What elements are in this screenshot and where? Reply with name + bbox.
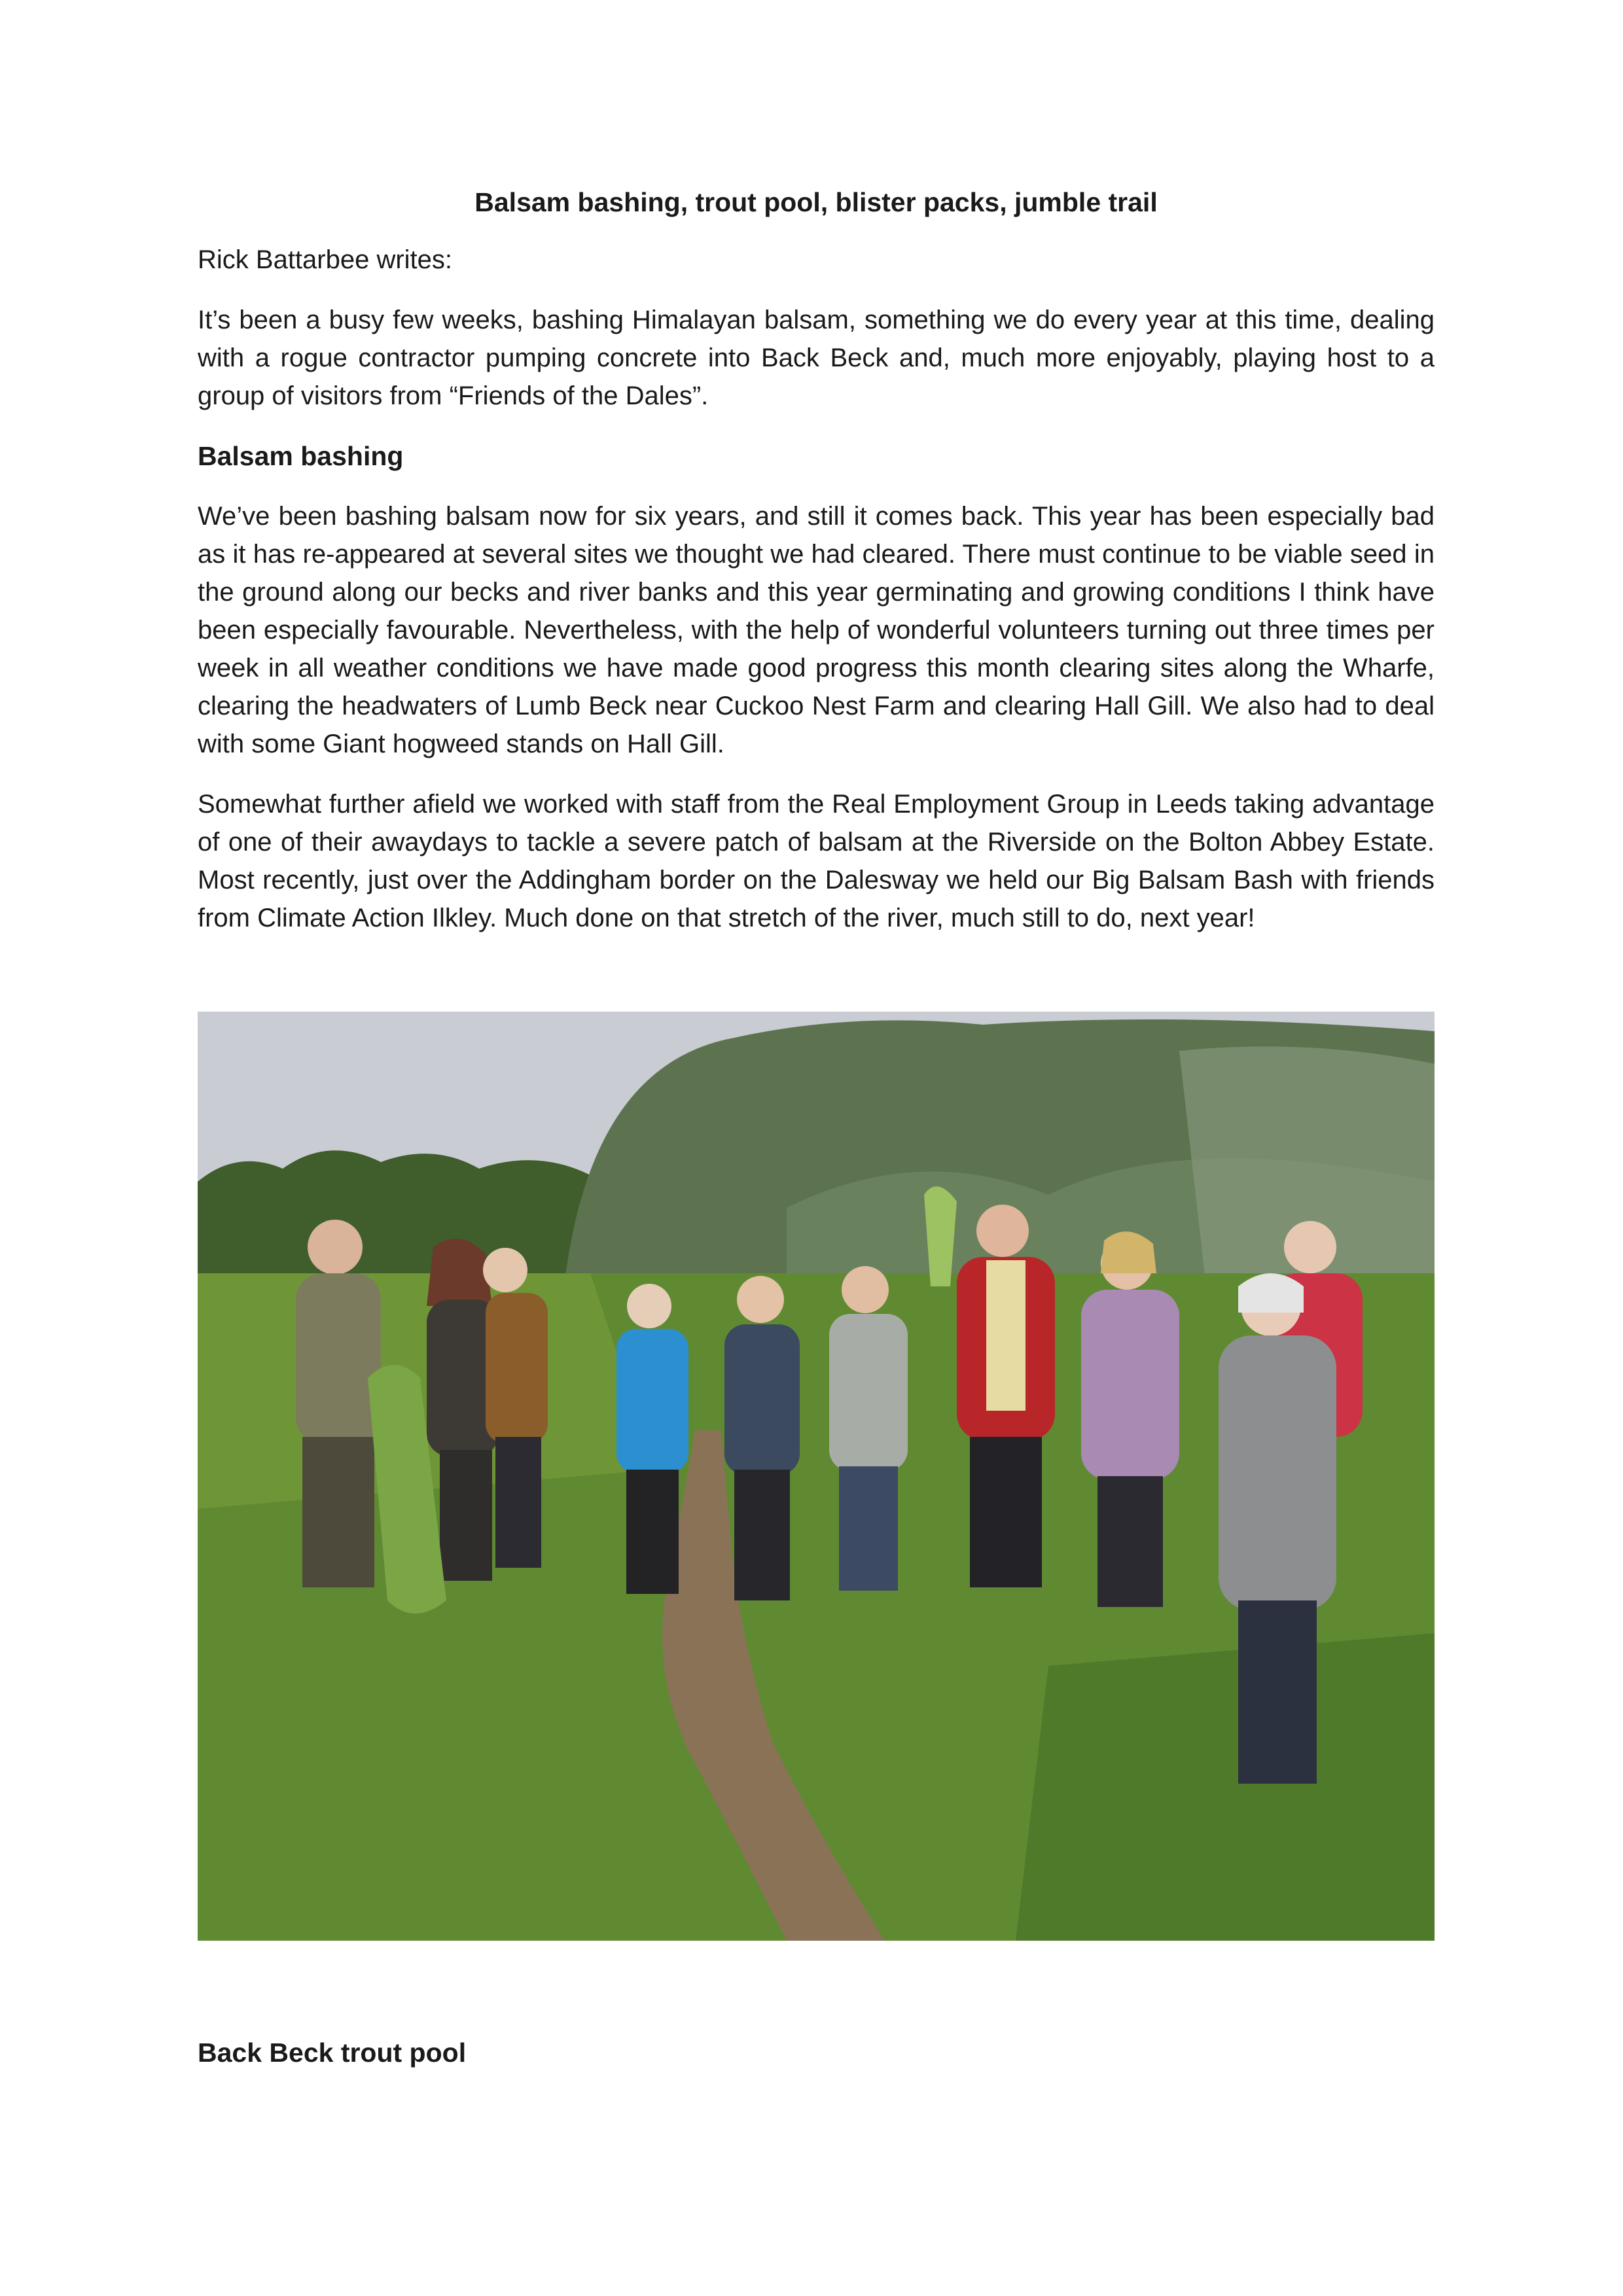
- balsam-paragraph-2: Somewhat further afield we worked with staff from the Real Employment Group in Leeds taking advantage of one of their awaydays to tackle a severe patch of balsam at the Riverside on the Bolton Abbey Estate. Most recently, just over the Addingham border on the Dalesway we held our Big Balsam Bash with friends from Climate Action Ilkley. Much done on that stretch of the river, much still to do, next year!: [198, 790, 1435, 932]
- volunteer-group-photo: [198, 1012, 1435, 1941]
- photo-tree-line: [198, 1150, 590, 1286]
- section-heading-balsam-bashing: Balsam bashing: [198, 441, 404, 471]
- balsam-paragraph-1: We’ve been bashing balsam now for six years, and still it comes back. This year has been especially bad as it has re-appeared at several sites we thought we had cleared. There must continue to be viable seed in the ground along our becks and river banks and this year germinating and growing conditions I think have been especially favourable. Nevertheless, with the help of wonderful volunteers turning out three times per week in all weather conditions we have made good progress this month clearing sites along the Wharfe, clearing the headwaters of Lumb Beck near Cuckoo Nest Farm and clearing Hall Gill. We also had to deal with some Giant hogweed stands on Hall Gill.: [198, 502, 1435, 758]
- document-body: [198, 183, 1435, 959]
- document-title: Balsam bashing, trout pool, blister packs, jumble trail: [474, 187, 1158, 217]
- intro-paragraph: It’s been a busy few weeks, bashing Himalayan balsam, something we do every year at this time, dealing with a rogue contractor pumping concrete into Back Beck and, much more enjoyably, playing host to a group of visitors from “Friends of the Dales”.: [198, 306, 1435, 410]
- byline: Rick Battarbee writes:: [198, 245, 453, 274]
- section-heading-trout-pool: Back Beck trout pool: [198, 2038, 467, 2068]
